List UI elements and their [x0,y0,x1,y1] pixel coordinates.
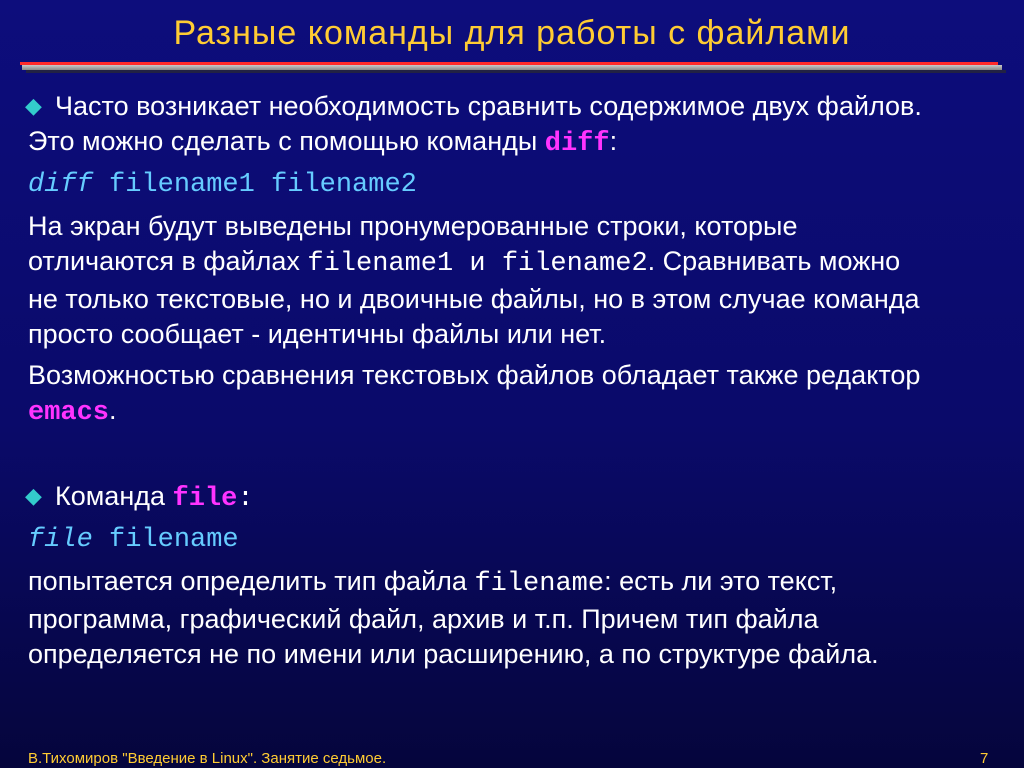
diff-usage-code [28,168,1008,203]
file-usage-command: file [28,525,93,555]
emacs-line-1 [28,358,1008,393]
footer-caption: В.Тихомиров "Введение в Linux". Занятие седьмое. [28,750,387,767]
diff-desc-text-3: не только текстовые, но и двоичные файлы, но в этом случае команда [28,284,920,314]
emacs-line-2 [28,393,1008,431]
file-desc-text-1a: попытается определить тип файла [28,566,475,596]
diff-desc-text-1: На экран будут выведены пронумерованные строки, которые [28,211,798,241]
file-usage-code [28,523,1008,558]
diff-desc-line-2 [28,244,1008,282]
diff-intro-text-2: Это можно сделать с помощью команды [28,126,545,156]
emacs-command-highlight: emacs [28,398,110,428]
diff-usage-command: diff [28,170,93,200]
diff-intro-line-2 [28,124,1008,162]
diff-desc-line-4 [28,317,1008,352]
file-usage-args: filename [92,525,239,555]
slide-body [25,88,1008,672]
file-desc-text-2: программа, графический файл, архив и т.п. Причем тип файла [28,604,819,634]
diff-intro-line-1 [25,88,1008,124]
file-desc-line-3 [28,637,1008,672]
file-desc-line-1 [28,564,1008,602]
file-intro-colon: : [237,484,254,514]
filename1-mono: filename1 [307,249,454,279]
diff-intro-colon: : [609,126,618,156]
and-mono: и [453,249,502,279]
title-divider [20,62,1006,74]
file-command-highlight: file [172,484,238,514]
divider-shadow [26,70,1006,73]
diamond-bullet-icon: ◆ [25,93,42,118]
emacs-text-1: Возможностью сравнения текстовых файлов обладает также редактор [28,360,921,390]
file-intro-label: Команда [55,481,173,511]
diff-desc-line-1 [28,209,1008,244]
diff-desc-text-2a: отличаются в файлах [28,246,308,276]
file-desc-text-3: определяется не по имени или расширению, а по структуре файла. [28,639,879,669]
diff-usage-args: filename1 filename2 [92,170,417,200]
filename-mono: filename [474,569,605,599]
file-desc-text-1b: : есть ли это текст, [604,566,838,596]
diff-command-highlight: diff [544,129,610,159]
diff-intro-text-1: Часто возникает необходимость сравнить содержимое двух файлов. [55,91,922,121]
diff-desc-text-2b: . Сравнивать можно [647,246,901,276]
file-desc-line-2 [28,602,1008,637]
diff-desc-line-3 [28,282,1008,317]
page-number: 7 [980,750,989,767]
filename2-mono: filename2 [501,249,648,279]
diamond-bullet-icon: ◆ [25,483,42,508]
diff-desc-text-4: просто сообщает - идентичны файлы или нет. [28,319,607,349]
slide-title: Разные команды для работы с файлами [173,14,851,52]
emacs-period: . [109,395,117,425]
file-intro-line [25,478,1008,517]
